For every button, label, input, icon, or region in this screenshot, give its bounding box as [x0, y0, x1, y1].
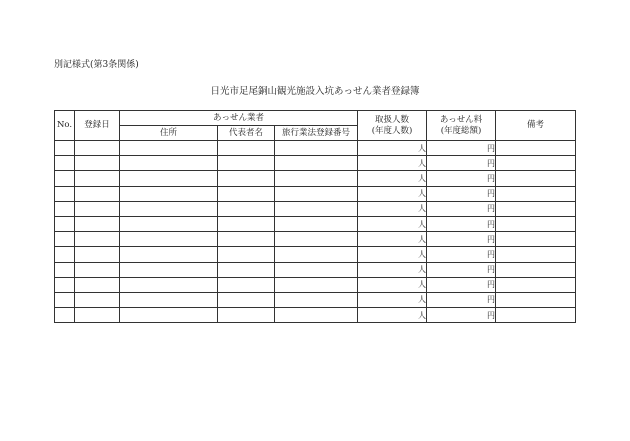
cell-representative	[218, 277, 275, 292]
table-row	[55, 292, 576, 307]
document-title: 日光市足尾銅山観光施設入坑あっせん業者登録簿	[210, 86, 420, 97]
cell-license	[275, 216, 358, 231]
cell-fee: 円	[427, 262, 496, 277]
cell-no	[55, 277, 75, 292]
cell-license	[275, 156, 358, 171]
cell-date	[75, 292, 120, 307]
cell-representative	[218, 247, 275, 262]
cell-remarks	[496, 186, 576, 201]
cell-remarks	[496, 308, 576, 323]
table-row	[55, 141, 576, 156]
cell-no	[55, 186, 75, 201]
cell-address	[120, 171, 218, 186]
cell-no	[55, 156, 75, 171]
cell-date	[75, 277, 120, 292]
cell-fee: 円	[427, 292, 496, 307]
cell-license	[275, 247, 358, 262]
table-row	[55, 216, 576, 231]
cell-representative	[218, 201, 275, 216]
cell-no	[55, 216, 75, 231]
header-no: No.	[55, 111, 75, 141]
cell-people: 人	[358, 247, 427, 262]
cell-fee: 円	[427, 232, 496, 247]
header-people-count	[358, 111, 427, 141]
cell-address	[120, 277, 218, 292]
table-row	[55, 247, 576, 262]
table-row	[55, 156, 576, 171]
registry-table	[54, 110, 576, 323]
header-fee-line1: あっせん料	[439, 114, 483, 125]
cell-fee: 円	[427, 308, 496, 323]
cell-people: 人	[358, 277, 427, 292]
form-label: 別記様式(第3条関係)	[54, 60, 139, 70]
cell-license	[275, 141, 358, 156]
cell-license	[275, 262, 358, 277]
cell-date	[75, 141, 120, 156]
cell-representative	[218, 141, 275, 156]
cell-fee: 円	[427, 247, 496, 262]
header-address: 住所	[120, 126, 218, 141]
header-people-line1: 取扱人数	[375, 114, 410, 125]
cell-representative	[218, 156, 275, 171]
header-license-number: 旅行業法登録番号	[275, 126, 358, 141]
cell-remarks	[496, 156, 576, 171]
cell-people: 人	[358, 308, 427, 323]
cell-date	[75, 232, 120, 247]
table-row	[55, 232, 576, 247]
header-people-line2: (年度人数)	[371, 125, 413, 136]
header-agent-group: あっせん業者	[120, 111, 358, 126]
cell-people: 人	[358, 186, 427, 201]
cell-remarks	[496, 292, 576, 307]
cell-date	[75, 262, 120, 277]
cell-representative	[218, 186, 275, 201]
table-row	[55, 262, 576, 277]
cell-address	[120, 156, 218, 171]
table-row	[55, 277, 576, 292]
cell-license	[275, 171, 358, 186]
table-row	[55, 186, 576, 201]
cell-representative	[218, 308, 275, 323]
cell-people: 人	[358, 292, 427, 307]
cell-representative	[218, 232, 275, 247]
cell-people: 人	[358, 216, 427, 231]
cell-no	[55, 232, 75, 247]
cell-license	[275, 308, 358, 323]
cell-people: 人	[358, 201, 427, 216]
cell-license	[275, 232, 358, 247]
cell-fee: 円	[427, 277, 496, 292]
cell-people: 人	[358, 232, 427, 247]
cell-no	[55, 247, 75, 262]
header-registration-date: 登録日	[75, 111, 120, 141]
cell-people: 人	[358, 171, 427, 186]
cell-people: 人	[358, 141, 427, 156]
cell-representative	[218, 171, 275, 186]
cell-address	[120, 186, 218, 201]
header-fee-line2: (年度総額)	[440, 125, 482, 136]
cell-fee: 円	[427, 201, 496, 216]
cell-no	[55, 262, 75, 277]
cell-fee: 円	[427, 216, 496, 231]
cell-license	[275, 292, 358, 307]
cell-address	[120, 201, 218, 216]
cell-address	[120, 141, 218, 156]
cell-remarks	[496, 232, 576, 247]
cell-address	[120, 247, 218, 262]
cell-people: 人	[358, 156, 427, 171]
cell-representative	[218, 216, 275, 231]
cell-representative	[218, 292, 275, 307]
cell-representative	[218, 262, 275, 277]
cell-address	[120, 292, 218, 307]
cell-remarks	[496, 141, 576, 156]
cell-remarks	[496, 216, 576, 231]
cell-remarks	[496, 171, 576, 186]
header-representative: 代表者名	[218, 126, 275, 141]
cell-address	[120, 308, 218, 323]
cell-no	[55, 308, 75, 323]
cell-address	[120, 262, 218, 277]
cell-date	[75, 247, 120, 262]
cell-date	[75, 171, 120, 186]
header-remarks: 備考	[496, 111, 576, 141]
cell-license	[275, 277, 358, 292]
cell-date	[75, 156, 120, 171]
table-row	[55, 201, 576, 216]
cell-no	[55, 141, 75, 156]
cell-date	[75, 201, 120, 216]
cell-fee: 円	[427, 171, 496, 186]
cell-no	[55, 292, 75, 307]
cell-remarks	[496, 247, 576, 262]
header-fee	[427, 111, 496, 141]
cell-license	[275, 186, 358, 201]
cell-date	[75, 216, 120, 231]
cell-fee: 円	[427, 156, 496, 171]
cell-license	[275, 201, 358, 216]
registry-rows	[55, 141, 576, 323]
cell-fee: 円	[427, 186, 496, 201]
cell-date	[75, 186, 120, 201]
cell-people: 人	[358, 262, 427, 277]
cell-remarks	[496, 262, 576, 277]
table-row	[55, 171, 576, 186]
cell-date	[75, 308, 120, 323]
cell-address	[120, 232, 218, 247]
cell-no	[55, 171, 75, 186]
table-row	[55, 308, 576, 323]
cell-no	[55, 201, 75, 216]
cell-remarks	[496, 277, 576, 292]
cell-address	[120, 216, 218, 231]
cell-fee: 円	[427, 141, 496, 156]
cell-remarks	[496, 201, 576, 216]
